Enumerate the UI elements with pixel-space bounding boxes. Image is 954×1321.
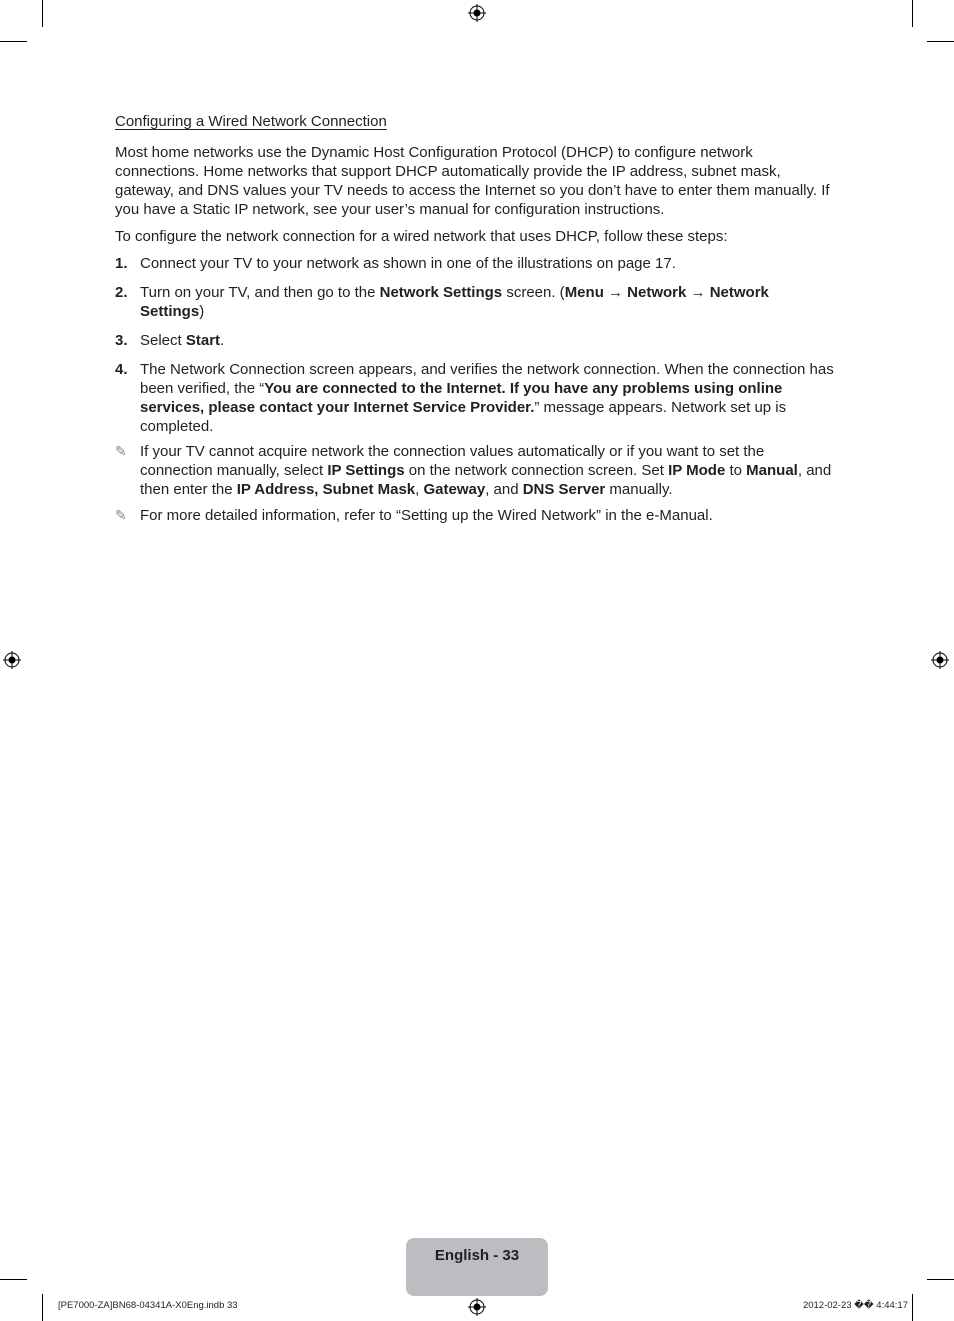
crop-mark <box>0 41 27 42</box>
file-name: [PE7000-ZA]BN68-04341A-X0Eng.indb 33 <box>58 1300 238 1311</box>
pencil-note-icon: ✎ <box>115 443 127 459</box>
list-item <box>115 254 837 273</box>
step-text: Turn on your TV, and then go to the Network Settings screen. (Menu → Network → Network Settings) <box>140 284 769 320</box>
step-number: 1. <box>115 255 128 272</box>
step-number: 3. <box>115 332 128 349</box>
crop-mark <box>912 0 913 27</box>
section-heading <box>115 112 837 131</box>
step-text: The Network Connection screen appears, and verifies the network connection. When the connection has been verified, the “You are connected to the Internet. If you have any problems using online services, please contact your Internet Service Provider.” message appears. Network set up is completed. <box>140 361 834 435</box>
crop-mark <box>42 0 43 27</box>
note-text: If your TV cannot acquire network the connection values automatically or if you want to set the connection manually, select IP Settings on the network connection screen. Set IP Mode to Manual, and then enter the IP Address, Subnet Mask, Gateway, and DNS Server manually. <box>140 443 832 498</box>
step-number: 2. <box>115 284 128 301</box>
note-item <box>115 506 837 525</box>
crop-mark <box>0 1279 27 1280</box>
section-title: Configuring a Wired Network Connection <box>115 113 387 130</box>
list-item <box>115 283 837 321</box>
lead-paragraph: To configure the network connection for a wired network that uses DHCP, follow these steps: <box>115 228 728 245</box>
page-content <box>115 112 837 532</box>
list-item <box>115 360 837 436</box>
registration-mark-icon <box>3 651 21 669</box>
pencil-note-icon: ✎ <box>115 507 127 523</box>
step-text: Connect your TV to your network as shown in one of the illustrations on page 17. <box>140 255 676 272</box>
crop-mark <box>42 1294 43 1321</box>
registration-mark-icon <box>931 651 949 669</box>
note-text: For more detailed information, refer to “Setting up the Wired Network” in the e-Manual. <box>140 507 713 524</box>
crop-mark <box>912 1294 913 1321</box>
intro-paragraph: Most home networks use the Dynamic Host Configuration Protocol (DHCP) to configure network connections. Home networks that support DHCP automatically provide the IP address, subnet mask, gateway, and DNS values your TV needs to access the Internet so you don’t have to enter them manually. If you have a Static IP network, see your user’s manual for configuration instructions. <box>115 144 830 218</box>
note-item <box>115 442 837 499</box>
registration-mark-icon <box>468 4 486 22</box>
timestamp: 2012-02-23 �� 4:44:17 <box>802 1300 908 1311</box>
registration-mark-icon <box>468 1298 486 1316</box>
step-number: 4. <box>115 361 128 378</box>
step-text: Select Start. <box>140 332 225 349</box>
crop-mark <box>927 41 954 42</box>
page-number-tab <box>406 1238 548 1296</box>
steps-list <box>115 254 837 436</box>
crop-mark <box>927 1279 954 1280</box>
list-item <box>115 331 837 350</box>
page-label: English - 33 <box>434 1247 520 1264</box>
